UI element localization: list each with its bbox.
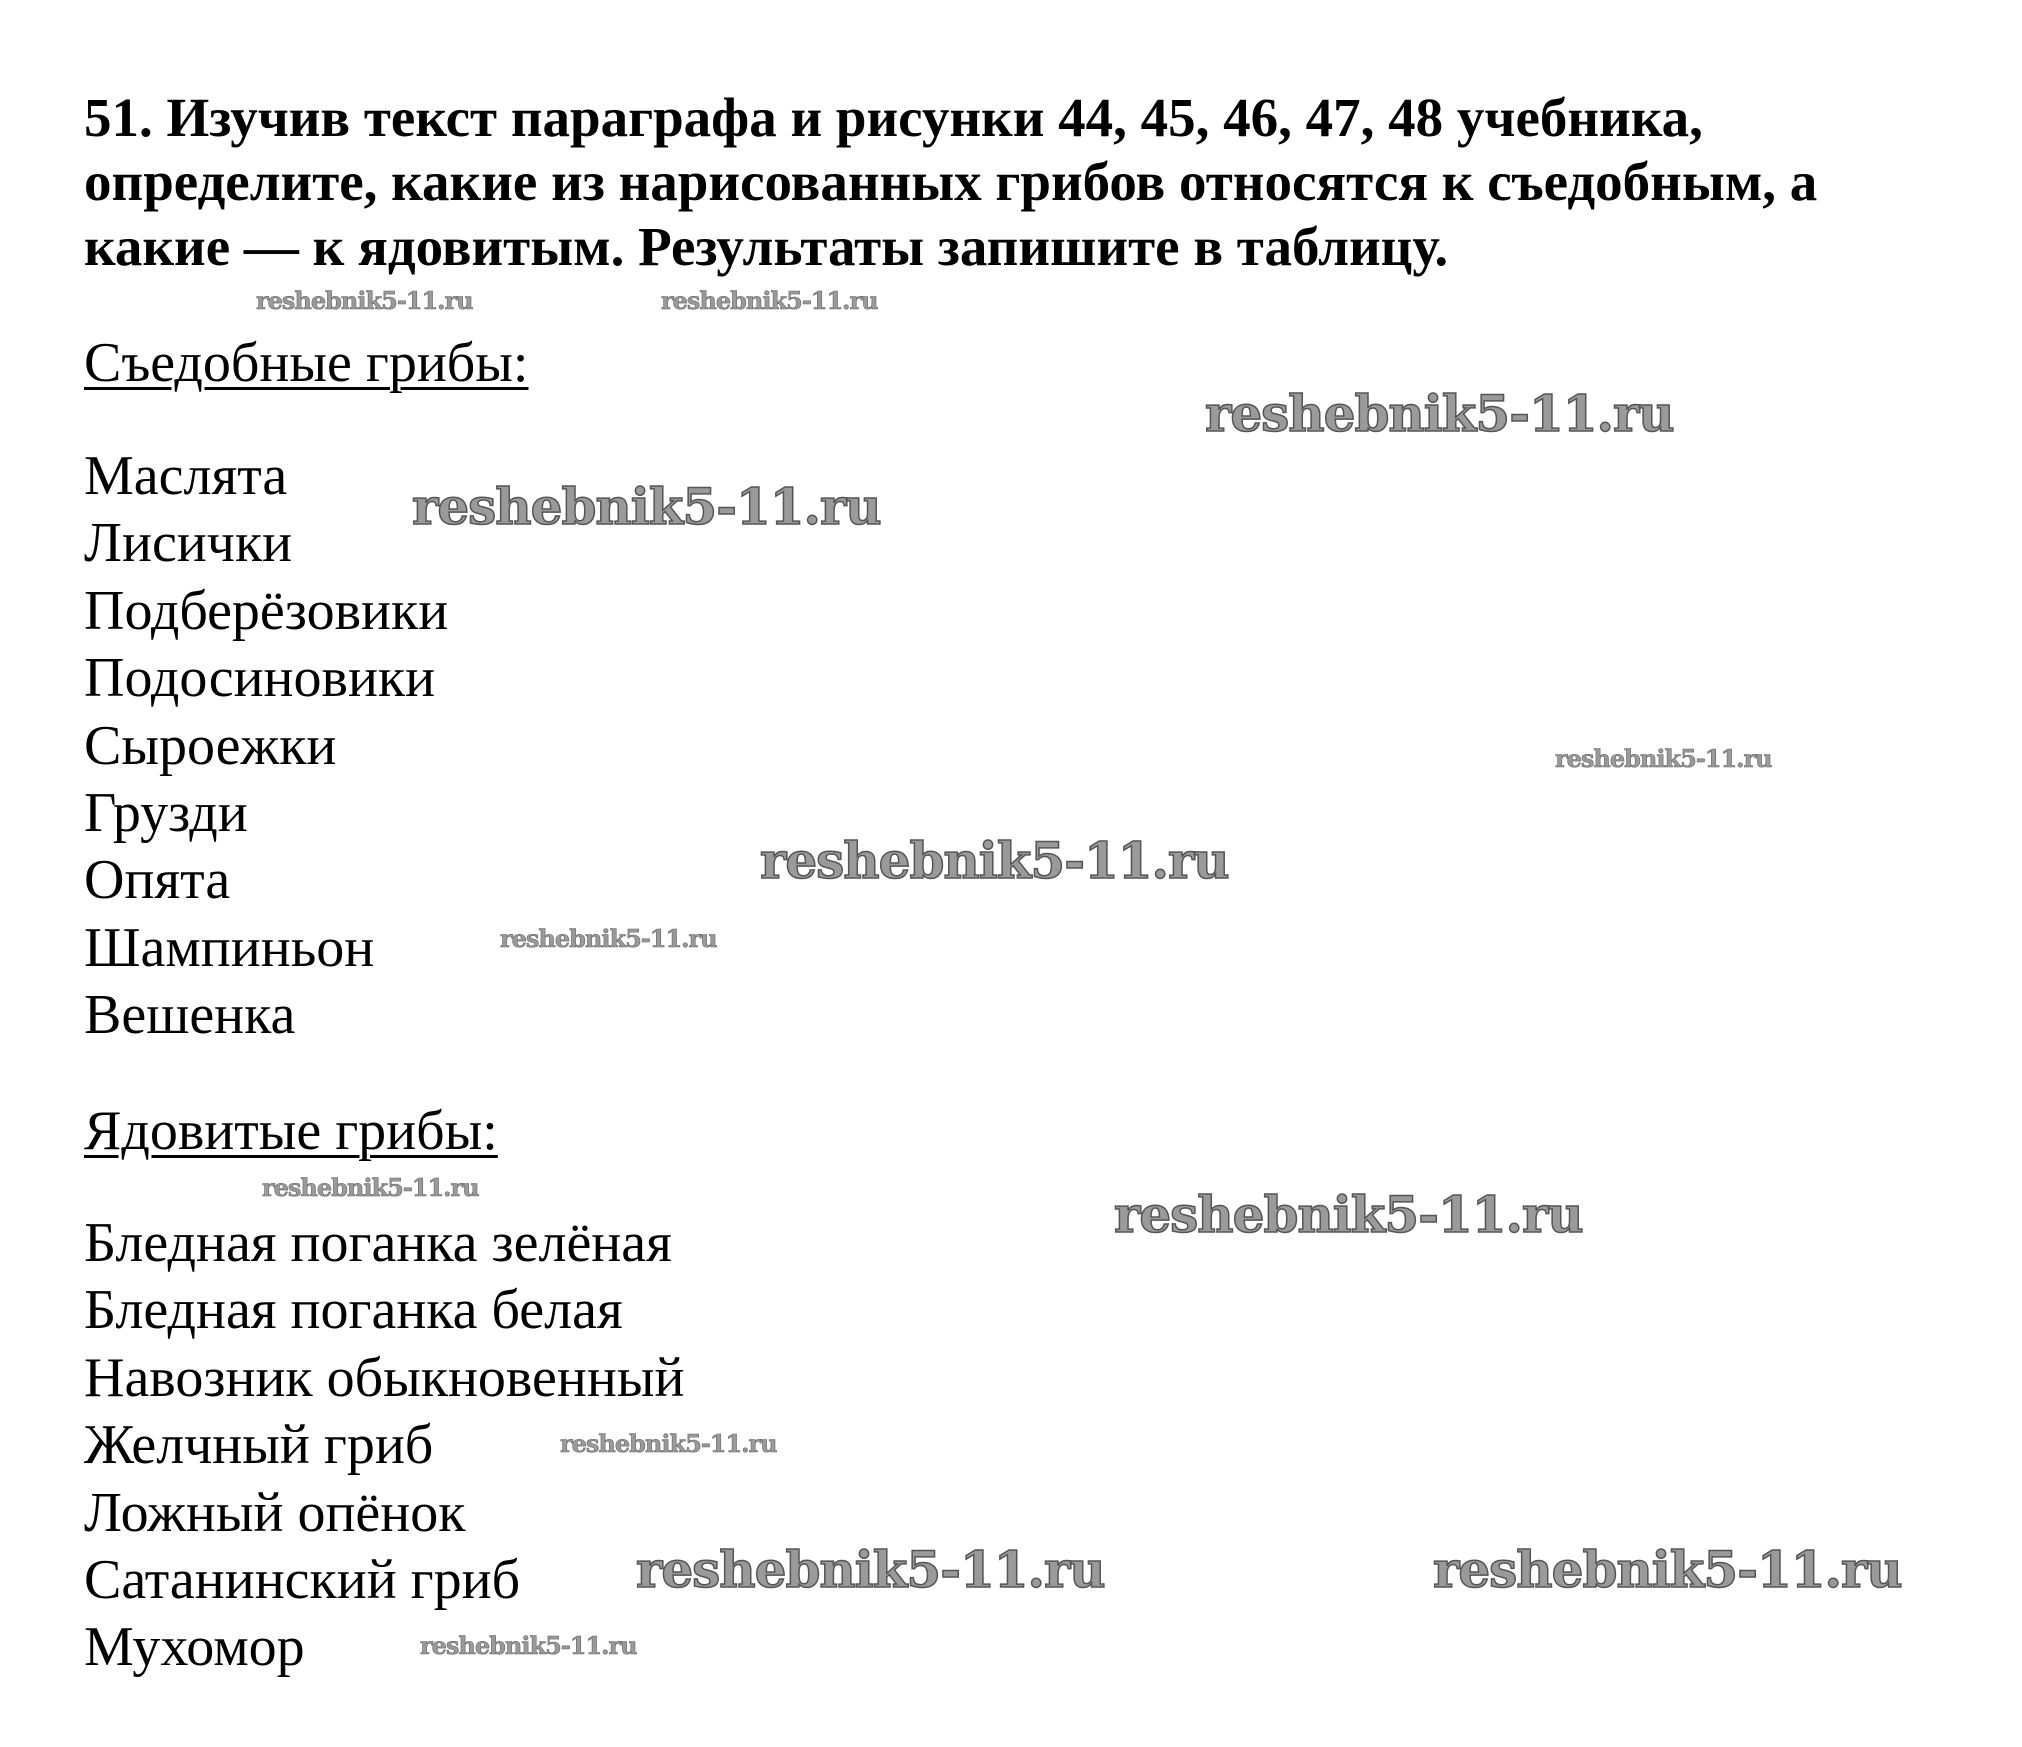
list-item: Желчный гриб [84, 1414, 434, 1476]
list-item: Навозник обыкновенный [84, 1347, 685, 1409]
watermark: reshebnik5-11.ru [420, 1631, 637, 1660]
list-item: Лисички [84, 512, 293, 574]
poisonous-heading: Ядовитые грибы: [84, 1100, 498, 1162]
list-item: Грузди [84, 782, 248, 844]
list-item: Бледная поганка белая [84, 1279, 623, 1341]
list-item: Бледная поганка зелёная [84, 1212, 672, 1274]
watermark: reshebnik5-11.ru [560, 1429, 777, 1458]
title-line: какие — к ядовитым. Результаты запишите в таблицу. [84, 216, 1449, 277]
watermark: reshebnik5-11.ru [760, 831, 1229, 890]
watermark: reshebnik5-11.ru [1555, 744, 1772, 773]
list-item: Маслята [84, 445, 288, 507]
watermark: reshebnik5-11.ru [412, 477, 881, 536]
title-line: определите, какие из нарисованных грибов относятся к съедобным, а [84, 151, 1818, 212]
watermark: reshebnik5-11.ru [1205, 384, 1674, 443]
list-item: Сатанинский гриб [84, 1549, 521, 1611]
list-item: Вешенка [84, 984, 296, 1046]
watermark: reshebnik5-11.ru [1433, 1540, 1902, 1599]
edible-heading: Съедобные грибы: [84, 332, 529, 394]
list-item: Ложный опёнок [84, 1482, 466, 1544]
list-item: Мухомор [84, 1616, 305, 1678]
watermark: reshebnik5-11.ru [262, 1173, 479, 1202]
list-item: Подосиновики [84, 647, 436, 709]
watermark: reshebnik5-11.ru [636, 1540, 1105, 1599]
list-item: Шампиньон [84, 917, 375, 979]
list-item: Опята [84, 849, 231, 911]
watermark: reshebnik5-11.ru [256, 286, 473, 315]
watermark: reshebnik5-11.ru [500, 924, 717, 953]
list-item: Сыроежки [84, 715, 337, 777]
watermark: reshebnik5-11.ru [1114, 1185, 1583, 1244]
watermark: reshebnik5-11.ru [661, 286, 878, 315]
title-line: 51. Изучив текст параграфа и рисунки 44, 45, 46, 47, 48 учебника, [84, 87, 1703, 148]
list-item: Подберёзовики [84, 580, 449, 642]
